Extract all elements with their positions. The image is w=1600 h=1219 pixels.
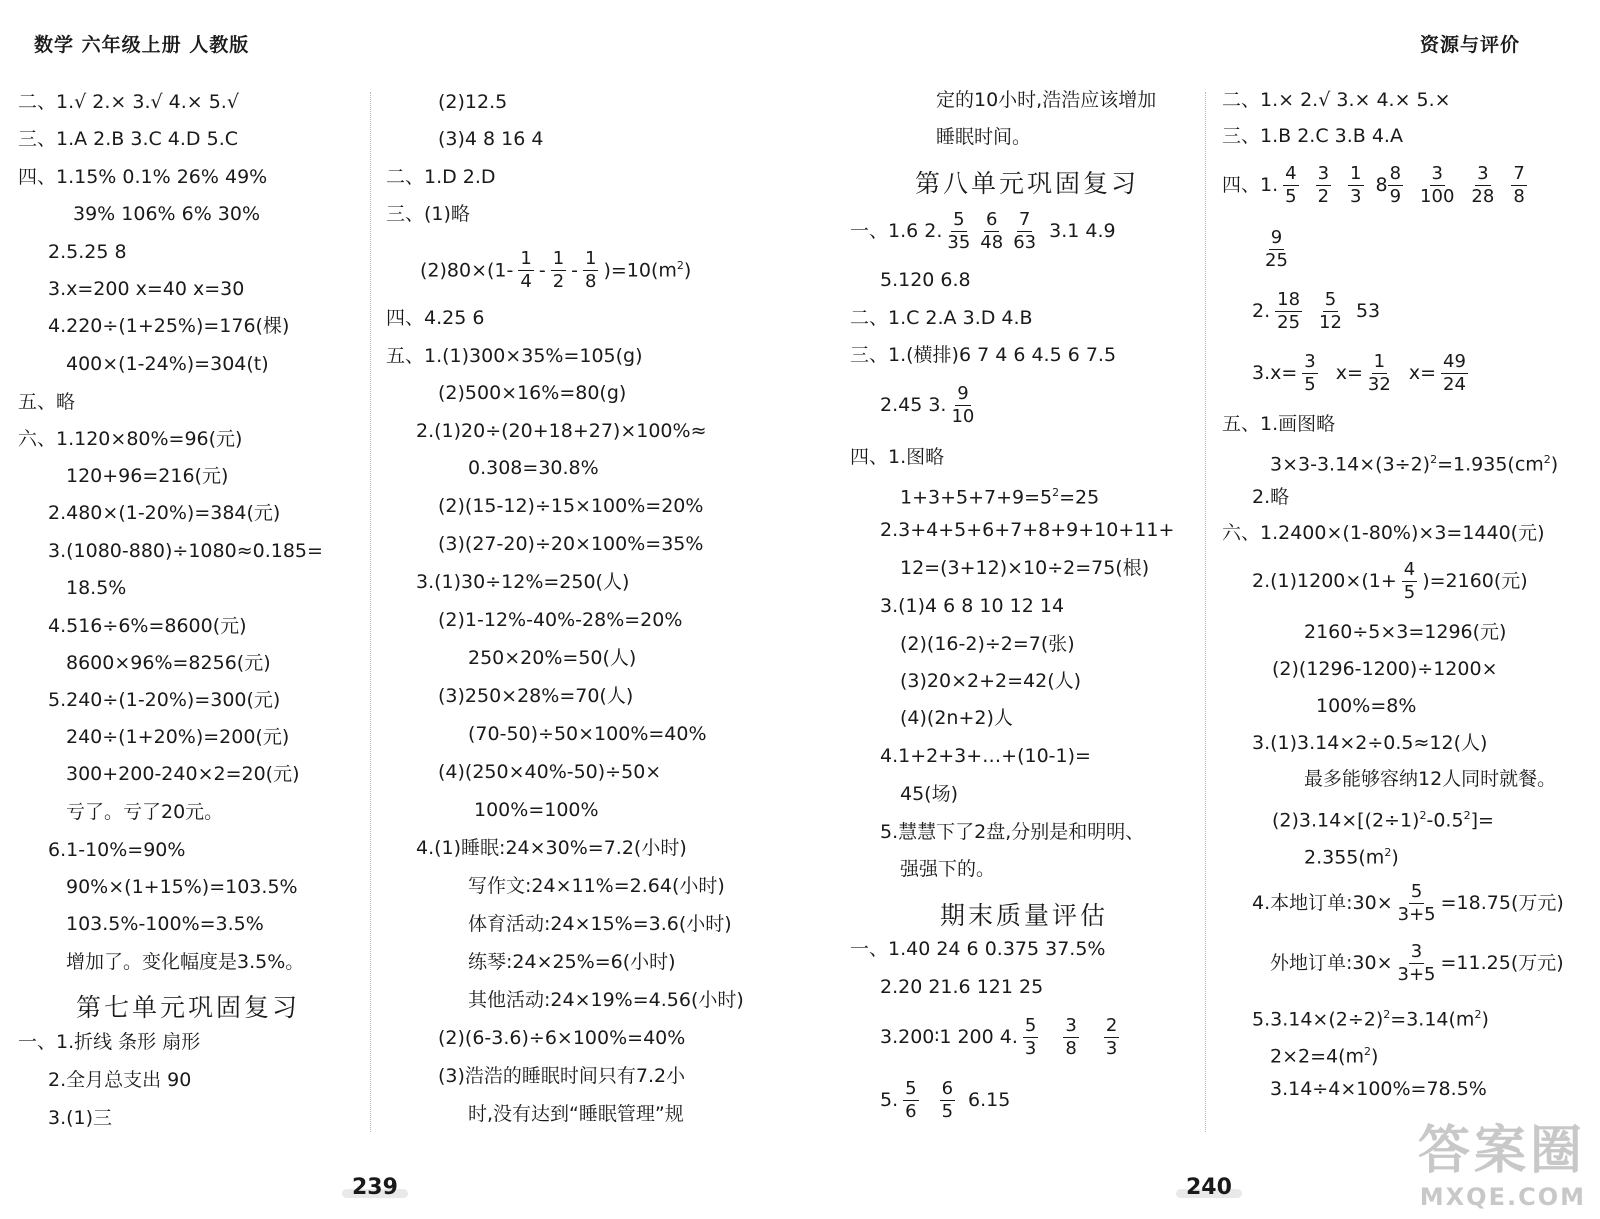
fraction bbox=[1302, 353, 1317, 394]
answer-line: 睡眠时间。 bbox=[936, 126, 1032, 148]
answer-line: 100%=100% bbox=[474, 799, 599, 821]
fraction bbox=[1316, 165, 1331, 206]
numerator: 5 bbox=[905, 1078, 917, 1099]
answer-line: (2)500×16%=80(g) bbox=[438, 382, 627, 404]
page-header-right: 资源与评价 bbox=[1420, 34, 1521, 56]
fraction bbox=[1471, 165, 1494, 206]
answer-line: 240÷(1+20%)=200(元) bbox=[66, 726, 290, 748]
numerator: 18 bbox=[1277, 289, 1301, 310]
formula-text: - bbox=[538, 259, 546, 282]
fraction bbox=[551, 250, 566, 291]
answer-line: 四、1.15% 0.1% 26% 49% bbox=[18, 166, 268, 188]
formula-text: 1+3+5+7+9=5 bbox=[900, 486, 1053, 509]
denominator: 5 bbox=[1304, 374, 1316, 395]
denominator: 8 bbox=[1065, 1038, 1077, 1059]
answer-line-formula bbox=[1252, 350, 1473, 396]
answer-line-formula bbox=[880, 1014, 1124, 1060]
answer-line: 2160÷5×3=1296(元) bbox=[1304, 621, 1507, 643]
fraction bbox=[903, 1080, 918, 1121]
fraction bbox=[1511, 165, 1526, 206]
formula-text: =3.14(m bbox=[1390, 1008, 1475, 1031]
exponent: 2 bbox=[1419, 809, 1427, 822]
formula-text: 3.200∶1 200 4. bbox=[880, 1026, 1018, 1048]
answer-line: 18.5% bbox=[66, 577, 127, 599]
exponent: 2 bbox=[1543, 453, 1551, 466]
fraction bbox=[1063, 1017, 1078, 1058]
answer-line: 4.(1)睡眠:24×30%=7.2(小时) bbox=[416, 837, 687, 859]
answer-line-formula bbox=[420, 243, 691, 293]
answer-line bbox=[1270, 448, 1558, 476]
answer-line: 五、1.画图略 bbox=[1222, 413, 1336, 435]
denominator: 3 bbox=[1105, 1038, 1118, 1059]
formula-text: 外地订单:30× bbox=[1270, 952, 1393, 974]
formula-text: 2×2=4(m bbox=[1270, 1045, 1365, 1068]
formula-text: ) bbox=[1371, 1045, 1379, 1068]
formula-text: ) bbox=[1391, 846, 1399, 869]
formula-text: 6.15 bbox=[968, 1089, 1011, 1111]
formula-text: (2)80×(1- bbox=[420, 259, 514, 282]
answer-line: 250×20%=50(人) bbox=[468, 647, 637, 669]
formula-text: 3.x= bbox=[1252, 362, 1298, 384]
answer-line: 一、1.40 24 6 0.375 37.5% bbox=[850, 938, 1106, 960]
numerator: 8 bbox=[1389, 163, 1402, 184]
answer-line: 3.14÷4×100%=78.5% bbox=[1270, 1078, 1487, 1100]
fraction bbox=[1420, 165, 1454, 206]
page-number-left: 239 bbox=[352, 1175, 398, 1200]
formula-text: 2.355(m bbox=[1304, 846, 1385, 869]
watermark-url: MXQE.COM bbox=[1419, 1183, 1586, 1211]
section-title: 期末质量评估 bbox=[940, 901, 1109, 930]
fraction bbox=[1441, 353, 1468, 394]
formula-text: 3.1 4.9 bbox=[1049, 220, 1116, 242]
answer-line: 2.5.25 8 bbox=[48, 241, 127, 263]
answer-line-formula bbox=[1270, 940, 1564, 986]
denominator: 2 bbox=[552, 271, 565, 293]
formula-text: (2)3.14×[(2÷1) bbox=[1272, 809, 1420, 832]
formula-text: 5. bbox=[880, 1089, 899, 1111]
answer-line: 103.5%-100%=3.5% bbox=[66, 913, 264, 935]
answer-line bbox=[1270, 1040, 1378, 1068]
fraction bbox=[1368, 353, 1391, 394]
formula-text: ) bbox=[1550, 453, 1559, 476]
formula-text: 3×3-3.14×(3÷2) bbox=[1270, 453, 1431, 476]
answer-line: 2.全月总支出 90 bbox=[48, 1069, 192, 1091]
page-header-left: 数学 六年级上册 人教版 bbox=[34, 34, 250, 56]
answer-line: 五、略 bbox=[18, 391, 76, 413]
fraction bbox=[1023, 1017, 1038, 1058]
answer-line: 时,没有达到“睡眠管理”规 bbox=[468, 1103, 684, 1125]
exponent: 2 bbox=[1384, 846, 1392, 859]
numerator: 6 bbox=[941, 1078, 954, 1099]
fraction bbox=[1104, 1017, 1119, 1058]
numerator: 9 bbox=[957, 383, 969, 404]
formula-text: ) bbox=[1481, 1008, 1489, 1031]
answer-line: 39% 106% 6% 30% bbox=[73, 203, 261, 225]
answer-line: (3)浩浩的睡眠时间只有7.2小 bbox=[438, 1065, 686, 1087]
answer-line bbox=[1272, 804, 1494, 832]
formula-text: =1.935(cm bbox=[1437, 453, 1544, 476]
formula-text: 2.45 3. bbox=[880, 394, 947, 416]
answer-line: 强强下的。 bbox=[900, 858, 996, 880]
exponent: 2 bbox=[1383, 1008, 1391, 1021]
denominator: 6 bbox=[905, 1101, 917, 1122]
exponent: 2 bbox=[1052, 486, 1060, 499]
fraction bbox=[1275, 291, 1302, 332]
answer-line: 400×(1-24%)=304(t) bbox=[66, 353, 269, 375]
denominator: 9 bbox=[1389, 186, 1402, 207]
answer-line: 定的10小时,浩浩应该增加 bbox=[936, 89, 1157, 111]
column-divider bbox=[1205, 92, 1206, 1132]
denominator: 2 bbox=[1317, 186, 1330, 207]
answer-line: (4)(250×40%-50)÷50× bbox=[438, 761, 662, 783]
fraction bbox=[1348, 165, 1363, 206]
answer-line-formula bbox=[1252, 288, 1380, 334]
formula-text: 四、1. bbox=[1222, 174, 1279, 196]
numerator: 5 bbox=[1024, 1015, 1037, 1036]
answer-line: (3)(27-20)÷20×100%=35% bbox=[438, 533, 704, 555]
denominator: 5 bbox=[941, 1101, 954, 1122]
fraction bbox=[947, 211, 970, 252]
section-title: 第八单元巩固复习 bbox=[915, 169, 1140, 198]
answer-line-formula bbox=[880, 382, 979, 428]
fraction bbox=[1283, 165, 1298, 206]
formula-text: ]= bbox=[1470, 809, 1494, 832]
numerator: 3 bbox=[1477, 163, 1489, 184]
numerator: 4 bbox=[1403, 559, 1416, 580]
denominator: 48 bbox=[980, 232, 1004, 253]
exponent: 2 bbox=[676, 259, 684, 272]
numerator: 3 bbox=[1317, 163, 1330, 184]
formula-text: ) bbox=[683, 259, 692, 282]
answer-line: 3.x=200 x=40 x=30 bbox=[48, 278, 245, 300]
numerator: 5 bbox=[953, 209, 965, 230]
answer-line: 三、1.(横排)6 7 4 6 4.5 6 7.5 bbox=[850, 344, 1117, 366]
numerator: 3 bbox=[1304, 351, 1316, 372]
formula-text: 2.(1)1200×(1+ bbox=[1252, 570, 1397, 592]
answer-line: 2.略 bbox=[1252, 486, 1290, 508]
answer-line: 三、(1)略 bbox=[386, 203, 470, 225]
fraction bbox=[1013, 211, 1036, 252]
fraction bbox=[1398, 883, 1436, 924]
formula-text: 53 bbox=[1355, 300, 1381, 322]
denominator: 12 bbox=[1319, 312, 1342, 333]
formula-text: 8 bbox=[1375, 174, 1388, 196]
exponent: 2 bbox=[1474, 1008, 1482, 1021]
numerator: 1 bbox=[585, 248, 597, 270]
denominator: 3+5 bbox=[1397, 964, 1436, 985]
numerator: 4 bbox=[1285, 163, 1297, 184]
answer-line: 100%=8% bbox=[1316, 695, 1417, 717]
answer-line: 4.1+2+3+…+(10-1)= bbox=[880, 745, 1091, 767]
fraction bbox=[518, 250, 533, 291]
answer-line: 5.120 6.8 bbox=[880, 269, 971, 291]
denominator: 4 bbox=[520, 271, 532, 293]
answer-line: 0.308=30.8% bbox=[468, 457, 599, 479]
numerator: 3 bbox=[1431, 163, 1443, 184]
denominator: 8 bbox=[1513, 186, 1525, 207]
denominator: 35 bbox=[947, 232, 971, 253]
answer-line: 二、1.C 2.A 3.D 4.B bbox=[850, 307, 1033, 329]
denominator: 24 bbox=[1443, 374, 1466, 395]
answer-line: 2.480×(1-20%)=384(元) bbox=[48, 502, 281, 524]
formula-text: 一、1.6 2. bbox=[850, 220, 943, 242]
answer-line-formula bbox=[850, 208, 1116, 254]
answer-line: 体育活动:24×15%=3.6(小时) bbox=[468, 913, 732, 935]
fraction bbox=[583, 250, 598, 291]
answer-line: (2)1-12%-40%-28%=20% bbox=[438, 609, 683, 631]
numerator: 49 bbox=[1443, 351, 1466, 372]
answer-line: 二、1.D 2.D bbox=[386, 166, 496, 188]
page-number-right: 240 bbox=[1186, 1175, 1232, 1200]
numerator: 1 bbox=[1373, 351, 1386, 372]
numerator: 3 bbox=[1410, 941, 1423, 962]
answer-line: 三、1.B 2.C 3.B 4.A bbox=[1222, 125, 1403, 147]
answer-line: 六、1.2400×(1-80%)×3=1440(元) bbox=[1222, 522, 1545, 544]
watermark-title: 答案圈 bbox=[1417, 1121, 1586, 1181]
answer-line: 五、1.(1)300×35%=105(g) bbox=[386, 345, 643, 367]
answer-line: 写作文:24×11%=2.64(小时) bbox=[468, 875, 725, 897]
answer-line: 3.(1)30÷12%=250(人) bbox=[416, 571, 630, 593]
denominator: 3 bbox=[1350, 186, 1362, 207]
formula-text: 2. bbox=[1252, 300, 1271, 322]
answer-line: 120+96=216(元) bbox=[66, 465, 229, 487]
numerator: 1 bbox=[552, 248, 565, 270]
answer-line-formula bbox=[1252, 558, 1528, 604]
formula-text: =18.75(万元) bbox=[1440, 892, 1564, 914]
denominator: 25 bbox=[1277, 312, 1301, 333]
answer-line: 增加了。变化幅度是3.5%。 bbox=[66, 951, 305, 973]
answer-line: 三、1.A 2.B 3.C 4.D 5.C bbox=[18, 128, 238, 150]
answer-line: 3.(1)三 bbox=[48, 1107, 113, 1129]
answer-line bbox=[1252, 1003, 1489, 1031]
answer-line-formula bbox=[880, 1077, 1010, 1123]
denominator: 8 bbox=[585, 271, 597, 293]
answer-line: (70-50)÷50×100%=40% bbox=[468, 723, 707, 745]
exponent: 2 bbox=[1364, 1045, 1372, 1058]
answer-line: 练琴:24×25%=6(小时) bbox=[468, 951, 676, 973]
answer-line: 300+200-240×2=20(元) bbox=[66, 763, 300, 785]
answer-line: 2.3+4+5+6+7+8+9+10+11+ bbox=[880, 519, 1175, 541]
fraction bbox=[940, 1080, 955, 1121]
answer-line: 四、1.图略 bbox=[850, 446, 945, 468]
answer-line: 2.(1)20÷(20+18+27)×100%≈ bbox=[416, 420, 707, 442]
answer-line: 3.(1080-880)÷1080≈0.185= bbox=[48, 540, 323, 562]
fraction bbox=[1388, 165, 1403, 206]
answer-line: (2)(15-12)÷15×100%=20% bbox=[438, 495, 704, 517]
numerator: 5 bbox=[1410, 881, 1423, 902]
answer-line: (2)(6-3.6)÷6×100%=40% bbox=[438, 1027, 686, 1049]
answer-line: 其他活动:24×19%=4.56(小时) bbox=[468, 989, 744, 1011]
answer-line: (3)20×2+2=42(人) bbox=[900, 670, 1082, 692]
formula-text: )=2160(元) bbox=[1422, 570, 1528, 592]
answer-line-formula bbox=[1252, 880, 1564, 926]
answer-line: 2.20 21.6 121 25 bbox=[880, 976, 1044, 998]
answer-line-formula bbox=[1260, 226, 1293, 272]
numerator: 1 bbox=[1350, 163, 1362, 184]
answer-line-formula bbox=[1222, 162, 1532, 208]
denominator: 25 bbox=[1265, 250, 1288, 271]
exponent: 2 bbox=[1430, 453, 1438, 466]
answer-line: (3)4 8 16 4 bbox=[438, 128, 544, 150]
numerator: 2 bbox=[1105, 1015, 1118, 1036]
answer-line: (2)12.5 bbox=[438, 91, 508, 113]
denominator: 5 bbox=[1403, 582, 1416, 603]
formula-text: -0.5 bbox=[1426, 809, 1464, 832]
denominator: 63 bbox=[1013, 232, 1037, 253]
answer-line: 8600×96%=8256(元) bbox=[66, 652, 271, 674]
denominator: 32 bbox=[1367, 374, 1391, 395]
answer-line bbox=[1304, 841, 1399, 869]
answer-line: 5.240÷(1-20%)=300(元) bbox=[48, 689, 281, 711]
answer-line: 45(场) bbox=[900, 783, 959, 805]
numerator: 7 bbox=[1018, 209, 1031, 230]
answer-line: 二、1.√ 2.× 3.√ 4.× 5.√ bbox=[18, 91, 239, 113]
formula-text: )=10(m bbox=[603, 259, 677, 282]
numerator: 1 bbox=[520, 248, 532, 270]
formula-text: x= bbox=[1335, 362, 1363, 384]
formula-text: =11.25(万元) bbox=[1440, 952, 1564, 974]
numerator: 5 bbox=[1324, 289, 1337, 310]
answer-line: 最多能够容纳12人同时就餐。 bbox=[1304, 768, 1557, 790]
answer-line: 3.(1)4 6 8 10 12 14 bbox=[880, 595, 1065, 617]
section-title: 第七单元巩固复习 bbox=[76, 993, 301, 1022]
fraction bbox=[980, 211, 1003, 252]
answer-line: 6.1-10%=90% bbox=[48, 839, 186, 861]
answer-line: (2)(1296-1200)÷1200× bbox=[1272, 658, 1498, 680]
numerator: 3 bbox=[1065, 1015, 1077, 1036]
formula-text: x= bbox=[1408, 362, 1436, 384]
answer-line: 12=(3+12)×10÷2=75(根) bbox=[900, 557, 1150, 579]
denominator: 3+5 bbox=[1397, 904, 1436, 925]
fraction bbox=[1402, 561, 1417, 602]
answer-line: 亏了。亏了20元。 bbox=[66, 801, 224, 823]
answer-line: 四、4.25 6 bbox=[386, 307, 485, 329]
numerator: 6 bbox=[986, 209, 998, 230]
formula-text: =25 bbox=[1059, 486, 1100, 509]
answer-line: 六、1.120×80%=96(元) bbox=[18, 428, 243, 450]
answer-line: (2)(16-2)÷2=7(张) bbox=[900, 633, 1075, 655]
answer-line bbox=[900, 481, 1099, 509]
numerator: 7 bbox=[1513, 163, 1525, 184]
formula-text: - bbox=[571, 259, 578, 282]
fraction bbox=[1265, 229, 1288, 270]
numerator: 9 bbox=[1270, 227, 1283, 248]
formula-text: 4.本地订单:30× bbox=[1252, 892, 1393, 914]
answer-line: (4)(2n+2)人 bbox=[900, 707, 1013, 729]
answer-line: 3.(1)3.14×2÷0.5≈12(人) bbox=[1252, 732, 1488, 754]
exponent: 2 bbox=[1463, 809, 1471, 822]
answer-line: 90%×(1+15%)=103.5% bbox=[66, 876, 298, 898]
denominator: 3 bbox=[1024, 1038, 1037, 1059]
answer-line: 4.220÷(1+25%)=176(棵) bbox=[48, 315, 290, 337]
fraction bbox=[951, 385, 974, 426]
denominator: 5 bbox=[1285, 186, 1297, 207]
denominator: 28 bbox=[1471, 186, 1495, 207]
column-divider bbox=[370, 92, 371, 1132]
answer-line: 二、1.× 2.√ 3.× 4.× 5.× bbox=[1222, 89, 1451, 111]
fraction bbox=[1319, 291, 1342, 332]
answer-line: 4.516÷6%=8600(元) bbox=[48, 615, 247, 637]
denominator: 10 bbox=[951, 406, 975, 427]
fraction bbox=[1398, 943, 1436, 984]
formula-text: 5.3.14×(2÷2) bbox=[1252, 1008, 1384, 1031]
answer-line: (3)250×28%=70(人) bbox=[438, 685, 634, 707]
answer-line: 5.慧慧下了2盘,分别是和明明、 bbox=[880, 821, 1145, 843]
watermark bbox=[1418, 1108, 1586, 1211]
denominator: 100 bbox=[1420, 186, 1455, 207]
answer-line: 一、1.折线 条形 扇形 bbox=[18, 1031, 201, 1053]
